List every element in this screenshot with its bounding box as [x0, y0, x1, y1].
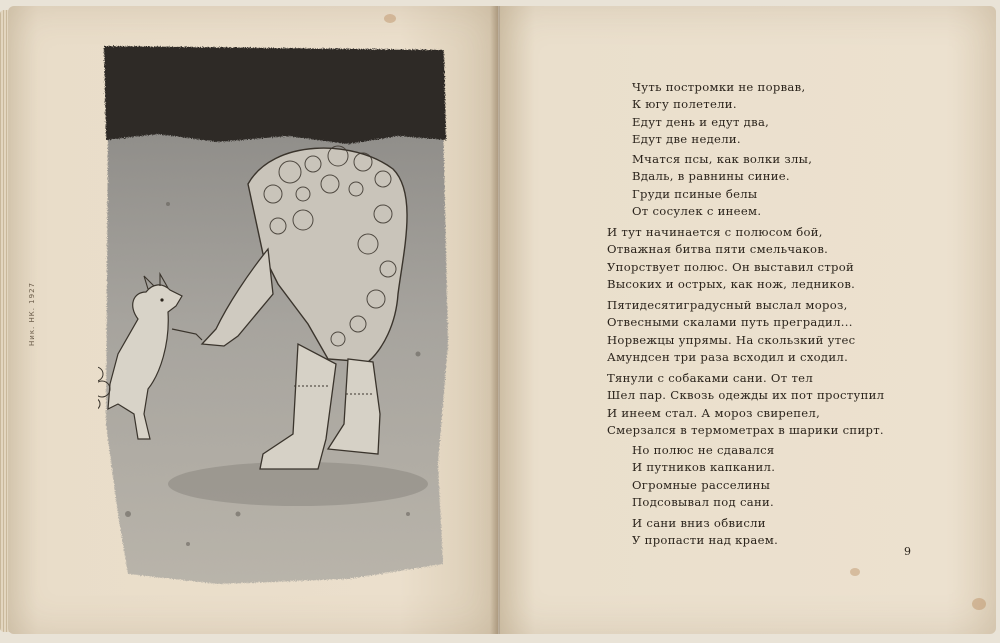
- stanza: [607, 297, 855, 367]
- spine-note: Ник. НК. 1927: [28, 282, 36, 346]
- poem-line: Норвежцы упрямы. На скользкий утес: [607, 332, 856, 347]
- illustration-explorer-with-dog: [98, 44, 450, 594]
- poem-line: И сани вниз обвисли: [632, 516, 766, 530]
- poem-line: Высоких и острых, как нож, ледников.: [607, 277, 856, 292]
- stanza: [607, 224, 855, 294]
- page-number: 9: [904, 545, 911, 558]
- poem-line: Мчатся псы, как волки злы,: [632, 152, 813, 166]
- poem-line: Огромные расселины: [632, 477, 771, 492]
- stanza: [632, 442, 775, 512]
- poem-line: Амундсен три раза всходил и сходил.: [607, 350, 849, 365]
- poem-line: К югу полетели.: [632, 97, 737, 112]
- poem-line: Груди псиные белы: [632, 186, 758, 201]
- paper-stain: [850, 568, 860, 576]
- poem-line: Пятидесятиградусный выслал мороз,: [607, 298, 848, 312]
- poem-line: От сосулек с инеем.: [632, 204, 762, 219]
- poem-line: Едут день и едут два,: [632, 114, 770, 129]
- night-sky: [104, 46, 446, 144]
- paper-stain: [384, 14, 396, 23]
- stanza: [632, 515, 778, 550]
- poem-line: Вдаль, в равнины синие.: [632, 169, 790, 184]
- poem-line: Отважная битва пяти смельчаков.: [607, 242, 829, 257]
- poem-line: И тут начинается с полюсом бой,: [607, 225, 823, 239]
- poem-line: И путников капканил.: [632, 460, 776, 475]
- poem-line: Но полюс не сдавался: [632, 443, 775, 457]
- stanza: [632, 79, 805, 149]
- poem-line: Тянули с собаками сани. От тел: [607, 371, 813, 385]
- poem-line: Едут две недели.: [632, 132, 741, 147]
- stanza: [632, 151, 812, 221]
- poem-line: У пропасти над краем.: [632, 533, 779, 548]
- poem-line: Подсовывал под сани.: [632, 495, 775, 510]
- poem-line: Упорствует полюс. Он выставил строй: [607, 259, 855, 274]
- poem-line: Смерзался в термометрах в шарики спирт.: [607, 423, 884, 438]
- paper-stain: [972, 598, 986, 610]
- poem-line: И инеем стал. А мороз свирепел,: [607, 405, 821, 420]
- poem-line: Шел пар. Сквозь одежды их пот проступил: [607, 388, 885, 403]
- stanza: [607, 370, 884, 440]
- poem-line: Отвесными скалами путь преградил...: [607, 315, 853, 330]
- poem-line: Чуть постромки не порвав,: [632, 80, 806, 94]
